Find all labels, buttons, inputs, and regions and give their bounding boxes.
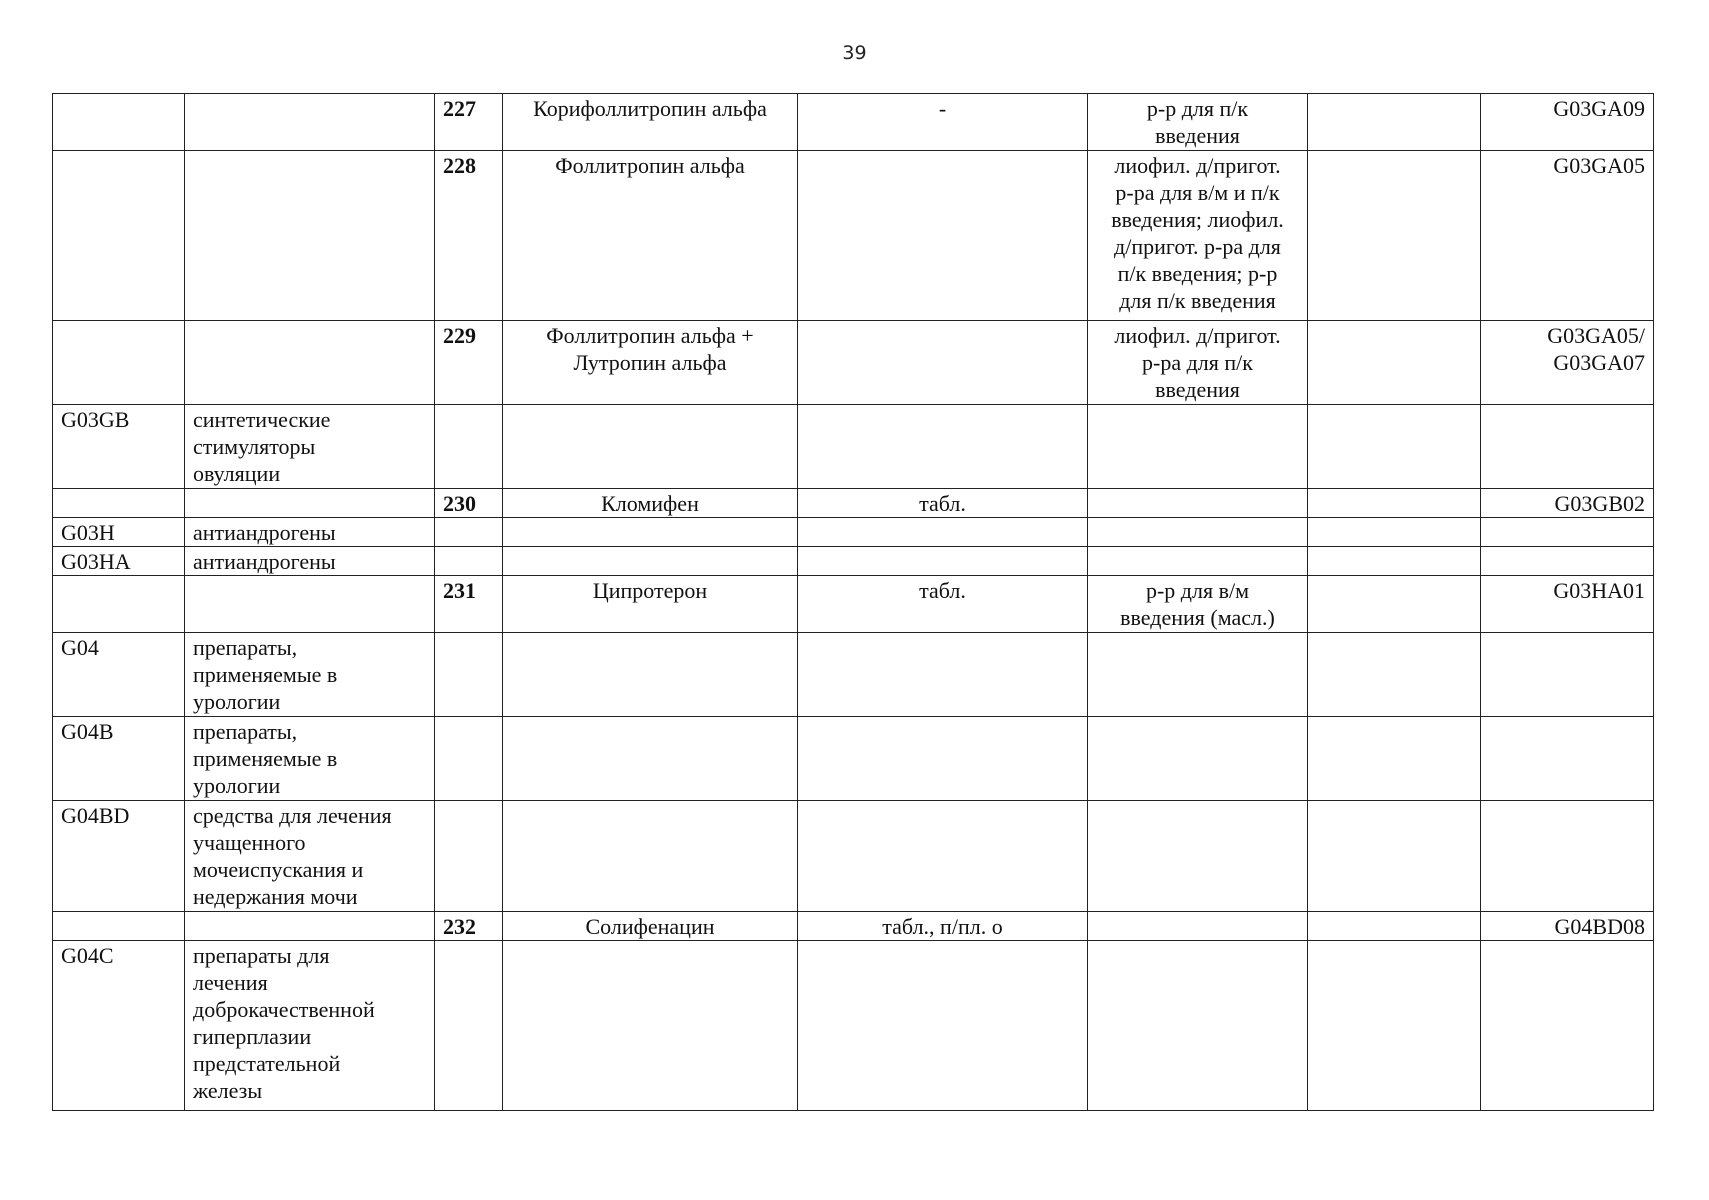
dosage-form-alt-line: введения (масл.) xyxy=(1120,605,1275,630)
dosage-form xyxy=(798,941,1088,1111)
drug-name xyxy=(503,405,798,489)
dosage-form-alt-line: лиофил. д/пригот. xyxy=(1114,153,1281,178)
drug-table xyxy=(52,93,1654,1111)
table-row xyxy=(53,941,1654,1111)
atc-code-line: G03HA01 xyxy=(1553,578,1645,603)
drug-name xyxy=(503,941,798,1111)
dosage-form-alt-line: р-р для в/м xyxy=(1145,578,1250,603)
empty-cell xyxy=(1308,489,1481,518)
table-row xyxy=(53,801,1654,912)
atc-code xyxy=(1481,576,1654,633)
dosage-form xyxy=(798,94,1088,151)
atc-group-name-line: применяемые в xyxy=(193,746,338,771)
table-row xyxy=(53,94,1654,151)
atc-code-line: G03GA05 xyxy=(1553,153,1645,178)
atc-code xyxy=(1481,633,1654,717)
drug-name xyxy=(503,547,798,576)
empty-cell xyxy=(1308,94,1481,151)
table-row xyxy=(53,321,1654,405)
atc-code xyxy=(1481,941,1654,1111)
atc-group-name xyxy=(185,801,435,912)
table-row xyxy=(53,547,1654,576)
atc-group-code: G03H xyxy=(53,518,185,547)
atc-group-name-line: стимуляторы xyxy=(193,434,316,459)
atc-group-name xyxy=(185,912,435,941)
atc-group-name xyxy=(185,576,435,633)
atc-code xyxy=(1481,94,1654,151)
atc-group-name xyxy=(185,405,435,489)
empty-cell xyxy=(1308,321,1481,405)
atc-group-name xyxy=(185,489,435,518)
drug-name xyxy=(503,489,798,518)
dosage-form-alt-line: введения; лиофил. xyxy=(1111,207,1284,232)
dosage-form xyxy=(798,489,1088,518)
dosage-form xyxy=(798,405,1088,489)
dosage-form-alt-line: п/к введения; р-р xyxy=(1117,261,1278,286)
dosage-form-alt xyxy=(1088,547,1308,576)
empty-cell xyxy=(1308,547,1481,576)
table-row xyxy=(53,489,1654,518)
atc-group-name-line: антиандрогены xyxy=(193,549,336,574)
table-row xyxy=(53,633,1654,717)
dosage-form-alt xyxy=(1088,489,1308,518)
atc-group-name-line: препараты, xyxy=(193,719,298,744)
atc-code xyxy=(1481,801,1654,912)
atc-code xyxy=(1481,717,1654,801)
dosage-form-alt xyxy=(1088,518,1308,547)
item-number xyxy=(435,633,503,717)
dosage-form xyxy=(798,518,1088,547)
drug-name-line: Кломифен xyxy=(601,491,699,516)
dosage-form-alt xyxy=(1088,912,1308,941)
atc-group-name-line: урологии xyxy=(193,689,281,714)
dosage-form-line: табл. xyxy=(919,578,966,603)
atc-code-line: G03GA05/ xyxy=(1547,323,1645,348)
item-number: 228 xyxy=(435,151,503,321)
dosage-form-alt xyxy=(1088,801,1308,912)
dosage-form-alt xyxy=(1088,151,1308,321)
drug-name-line: Лутропин альфа xyxy=(573,350,727,375)
atc-group-name-line: препараты для xyxy=(193,943,330,968)
atc-group-name-line: овуляции xyxy=(193,461,281,486)
dosage-form xyxy=(798,633,1088,717)
atc-group-name xyxy=(185,547,435,576)
drug-name xyxy=(503,151,798,321)
atc-code xyxy=(1481,489,1654,518)
atc-group-name xyxy=(185,518,435,547)
atc-group-name xyxy=(185,94,435,151)
dosage-form xyxy=(798,912,1088,941)
atc-group-name-line: препараты, xyxy=(193,635,298,660)
atc-group-name xyxy=(185,717,435,801)
dosage-form-alt-line: лиофил. д/пригот. xyxy=(1114,323,1281,348)
atc-group-code xyxy=(53,151,185,321)
dosage-form-alt xyxy=(1088,941,1308,1111)
atc-group-name-line: предстательной xyxy=(193,1051,341,1076)
atc-group-name xyxy=(185,151,435,321)
table-row xyxy=(53,576,1654,633)
dosage-form-alt-line: введения xyxy=(1155,377,1240,402)
atc-code xyxy=(1481,912,1654,941)
dosage-form-alt xyxy=(1088,576,1308,633)
atc-group-code xyxy=(53,489,185,518)
dosage-form-alt xyxy=(1088,321,1308,405)
drug-name xyxy=(503,576,798,633)
empty-cell xyxy=(1308,801,1481,912)
atc-group-code xyxy=(53,912,185,941)
atc-group-name-line: средства для лечения xyxy=(193,803,392,828)
table-body xyxy=(53,94,1654,1111)
item-number xyxy=(435,547,503,576)
table-row xyxy=(53,405,1654,489)
item-number: 230 xyxy=(435,489,503,518)
dosage-form-line: табл. xyxy=(919,491,966,516)
dosage-form-alt xyxy=(1088,405,1308,489)
atc-code xyxy=(1481,151,1654,321)
drug-name-line: Фоллитропин альфа + xyxy=(546,323,754,348)
page-number: 39 xyxy=(842,42,867,64)
dosage-form-alt-line: для п/к введения xyxy=(1119,288,1276,313)
dosage-form-line: табл., п/пл. о xyxy=(882,914,1003,939)
item-number xyxy=(435,518,503,547)
atc-group-name-line: мочеиспускания и xyxy=(193,857,364,882)
atc-group-code xyxy=(53,94,185,151)
dosage-form-alt xyxy=(1088,717,1308,801)
item-number xyxy=(435,717,503,801)
dosage-form xyxy=(798,547,1088,576)
drug-name-line: Ципротерон xyxy=(592,578,708,603)
dosage-form-alt-line: введения xyxy=(1155,123,1240,148)
atc-code xyxy=(1481,405,1654,489)
table-row xyxy=(53,912,1654,941)
dosage-form xyxy=(798,576,1088,633)
atc-group-code: G04BD xyxy=(53,801,185,912)
drug-name xyxy=(503,518,798,547)
table-row xyxy=(53,518,1654,547)
atc-group-name-line: недержания мочи xyxy=(193,884,358,909)
drug-name-line: Солифенацин xyxy=(585,914,715,939)
item-number: 232 xyxy=(435,912,503,941)
empty-cell xyxy=(1308,151,1481,321)
atc-group-name-line: доброкачественной xyxy=(193,997,375,1022)
dosage-form-alt-line: д/пригот. р-ра для xyxy=(1114,234,1281,259)
item-number xyxy=(435,405,503,489)
dosage-form-alt xyxy=(1088,94,1308,151)
atc-group-name-line: железы xyxy=(193,1078,263,1103)
drug-name xyxy=(503,94,798,151)
drug-name-line: Корифоллитропин альфа xyxy=(533,96,767,121)
item-number: 231 xyxy=(435,576,503,633)
atc-group-code: G03GB xyxy=(53,405,185,489)
empty-cell xyxy=(1308,912,1481,941)
atc-group-code xyxy=(53,576,185,633)
atc-group-name-line: урологии xyxy=(193,773,281,798)
drug-name xyxy=(503,633,798,717)
dosage-form-line: - xyxy=(938,96,947,121)
table-row xyxy=(53,717,1654,801)
item-number: 227 xyxy=(435,94,503,151)
empty-cell xyxy=(1308,633,1481,717)
atc-group-code xyxy=(53,321,185,405)
atc-code xyxy=(1481,518,1654,547)
drug-name xyxy=(503,912,798,941)
atc-group-name xyxy=(185,941,435,1111)
dosage-form xyxy=(798,321,1088,405)
atc-code xyxy=(1481,547,1654,576)
atc-group-name-line: учащенного xyxy=(193,830,306,855)
dosage-form xyxy=(798,717,1088,801)
atc-group-name-line: применяемые в xyxy=(193,662,338,687)
dosage-form-alt-line: р-ра для в/м и п/к xyxy=(1115,180,1280,205)
atc-group-name-line: гиперплазии xyxy=(193,1024,312,1049)
item-number xyxy=(435,801,503,912)
drug-name-line: Фоллитропин альфа xyxy=(555,153,745,178)
atc-group-code: G04C xyxy=(53,941,185,1111)
dosage-form-alt-line: р-р для п/к xyxy=(1146,96,1249,121)
atc-group-name-line: антиандрогены xyxy=(193,520,336,545)
empty-cell xyxy=(1308,717,1481,801)
drug-name xyxy=(503,321,798,405)
dosage-form xyxy=(798,801,1088,912)
atc-code xyxy=(1481,321,1654,405)
atc-group-code: G04B xyxy=(53,717,185,801)
table-row xyxy=(53,151,1654,321)
atc-group-code: G04 xyxy=(53,633,185,717)
atc-group-name xyxy=(185,321,435,405)
empty-cell xyxy=(1308,941,1481,1111)
drug-name xyxy=(503,717,798,801)
empty-cell xyxy=(1308,405,1481,489)
atc-code-line: G03GA09 xyxy=(1553,96,1645,121)
dosage-form-alt xyxy=(1088,633,1308,717)
atc-code-line: G03GB02 xyxy=(1554,491,1645,516)
atc-code-line: G03GA07 xyxy=(1553,350,1645,375)
drug-name xyxy=(503,801,798,912)
item-number: 229 xyxy=(435,321,503,405)
atc-group-name xyxy=(185,633,435,717)
atc-group-name-line: лечения xyxy=(193,970,268,995)
atc-code-line: G04BD08 xyxy=(1554,914,1645,939)
empty-cell xyxy=(1308,518,1481,547)
dosage-form-alt-line: р-ра для п/к xyxy=(1142,350,1253,375)
atc-group-code: G03HA xyxy=(53,547,185,576)
item-number xyxy=(435,941,503,1111)
atc-group-name-line: синтетические xyxy=(193,407,331,432)
empty-cell xyxy=(1308,576,1481,633)
dosage-form xyxy=(798,151,1088,321)
